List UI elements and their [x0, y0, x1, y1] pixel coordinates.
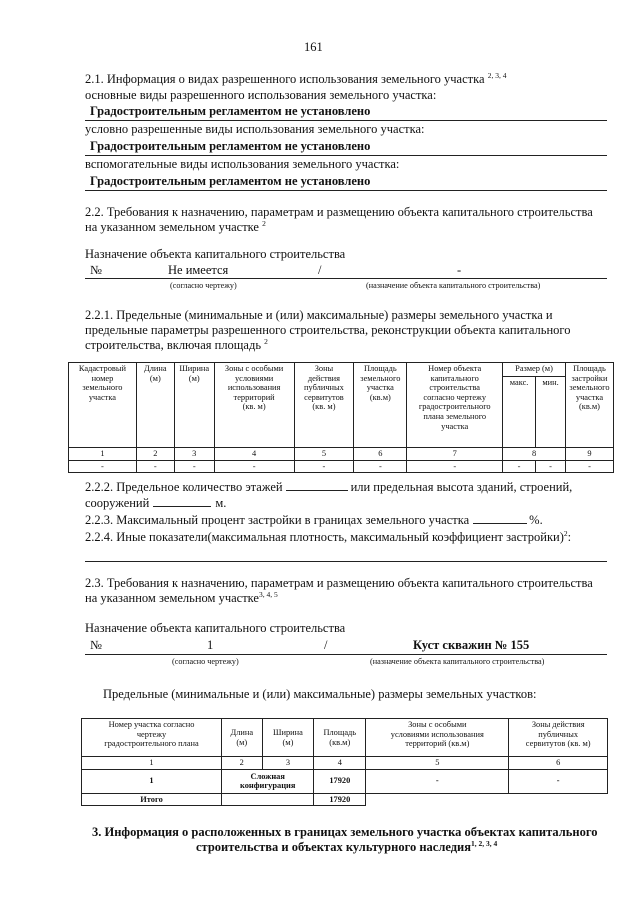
th-size-max: макс. [503, 377, 536, 448]
th2-servitude-l2: публичных [538, 729, 579, 739]
table2-num-cell: 1 [82, 757, 222, 770]
purpose2-caption-right: (назначение объекта капитального строительства) [370, 657, 545, 666]
total-area-cell: 17920 [314, 793, 366, 806]
table1-num-cell: 7 [407, 448, 503, 461]
plot-servitude-cell: - [509, 769, 608, 793]
table1-data-cell: - [174, 460, 214, 473]
th2-number-l3: градостроительного плана [104, 739, 199, 749]
th2-zones-l3: территорий (кв.м) [405, 739, 470, 749]
th-servitude-l5: (кв. м) [312, 402, 336, 412]
other-indicators-label: 2.2.4. Иные показатели(максимальная плотность, максимальный коэффициент застройки) [85, 530, 564, 544]
main-uses-underline [85, 120, 607, 121]
purpose2-label: Назначение объекта капитального строительства [85, 621, 346, 635]
section-2-2-title-line2-text: на указанном земельном участке [85, 220, 259, 234]
purpose2-slash: / [324, 638, 328, 652]
th-size: Размер (м) [503, 363, 566, 377]
table1-data-cell: - [294, 460, 354, 473]
auxiliary-uses-label: вспомогательные виды использования земельного участка: [85, 157, 400, 171]
section-2-2-1-line2: предельные параметры разрешенного строительства, реконструкции объекта капитального [85, 323, 571, 337]
th2-number-l1: Номер участка согласно [108, 720, 195, 729]
th2-number [82, 719, 222, 757]
th-zones-l1: Зоны с особыми [224, 364, 284, 373]
th-area-l2: земельного [360, 373, 401, 383]
table1-num-cell: 5 [294, 448, 354, 461]
th-cadastral-l4: участка [88, 392, 116, 402]
section-2-3-title-line1: 2.3. Требования к назначению, параметрам и размещению объекта капитального строительства [85, 576, 593, 590]
table1-data-cell: - [536, 460, 566, 473]
purpose-no-value: Не имеется [168, 263, 229, 277]
section-3-line2 [196, 840, 497, 855]
plot-config-cell: Сложная конфигурация [222, 769, 314, 793]
th-area-l4: (кв.м) [369, 392, 391, 402]
conditional-uses-value: Градостроительным регламентом не установлено [90, 139, 371, 153]
meters-unit: м. [215, 496, 227, 510]
purpose2-caption-left: (согласно чертежу) [172, 657, 239, 666]
height-blank [153, 496, 211, 507]
th-width-l2: (м) [188, 373, 200, 383]
table1-data-cell: - [136, 460, 174, 473]
plot-limits-table [81, 718, 608, 806]
structures-label: сооружений [85, 496, 150, 510]
floors-blank [286, 480, 348, 491]
th-servitude-l1: Зоны [314, 364, 334, 373]
th-zones-l2: условиями [234, 373, 274, 383]
table2-total-row [82, 793, 608, 806]
table1-num-cell: 9 [565, 448, 613, 461]
th-build-area-l4: участка [575, 392, 604, 402]
purpose-caption-left: (согласно чертежу) [170, 281, 237, 290]
th2-length-l1: Длина [230, 727, 254, 737]
th-area-l3: участка [366, 383, 394, 393]
table2-num-cell: 5 [366, 757, 509, 770]
th-object-number [407, 363, 503, 448]
main-uses-label: основные виды разрешенного использования земельного участка: [85, 88, 437, 102]
table1-data-cell: - [565, 460, 613, 473]
th-number-l6: плана земельного [423, 411, 487, 421]
th-width-l1: Ширина [179, 364, 210, 373]
table1-num-cell: 6 [354, 448, 407, 461]
limits-title: Предельные (минимальные и (или) максимальные) размеры земельных участков: [103, 687, 537, 701]
main-uses-value: Градостроительным регламентом не установлено [90, 104, 371, 118]
th2-area [314, 719, 366, 757]
table1-num-cell: 2 [136, 448, 174, 461]
table2-number-row [82, 757, 608, 770]
th2-width-l1: Ширина [273, 727, 303, 737]
th2-zones [366, 719, 509, 757]
table2-num-cell: 6 [509, 757, 608, 770]
purpose2-underline [85, 654, 607, 655]
section-2-2-1-line1: 2.2.1. Предельные (минимальные и (или) максимальные) размеры земельного участка и [85, 308, 553, 322]
th-cadastral-l1: Кадастровый [78, 364, 126, 373]
th2-servitude [509, 719, 608, 757]
table1-data-row [69, 460, 614, 473]
th-length [136, 363, 174, 448]
th2-length [222, 719, 262, 757]
section-2-2-title-sup: 2 [262, 218, 266, 228]
th2-length-l2: (м) [236, 737, 248, 747]
purpose2-no-mark: № [90, 638, 102, 652]
th-number-l3: строительства [429, 383, 481, 393]
purpose2-value: Куст скважин № 155 [413, 638, 530, 652]
table1-num-cell: 4 [214, 448, 294, 461]
table1-num-cell: 8 [503, 448, 566, 461]
purpose-value: - [457, 263, 462, 277]
table1-data-cell: - [214, 460, 294, 473]
section-3-line2-text: строительства и объектах культурного наследия [196, 840, 472, 854]
section-2-2-3 [85, 513, 543, 528]
th2-area-l1: Площадь [323, 727, 357, 737]
conditional-uses-label: условно разрешенные виды использования земельного участка: [85, 122, 425, 136]
floors-label: 2.2.2. Предельное количество этажей [85, 480, 283, 494]
purpose-slash: / [318, 263, 322, 277]
section-2-2-4 [85, 530, 571, 545]
section-2-3-title-line2-text: на указанном земельном участке [85, 591, 259, 605]
table1-num-cell: 3 [174, 448, 214, 461]
th-zones-l5: (кв. м) [242, 402, 266, 412]
section-2-1-title-sup: 2, 3, 4 [487, 70, 507, 80]
th2-zones-l2: условиями использования [390, 729, 484, 739]
th-width [174, 363, 214, 448]
th-zones [214, 363, 294, 448]
th-zones-l4: территорий [233, 392, 275, 402]
section-2-3-title-sup: 3, 4, 5 [258, 589, 278, 599]
page-number: 161 [304, 40, 323, 54]
th-length-l2: (м) [149, 373, 161, 383]
table1-data-cell: - [354, 460, 407, 473]
th-number-l1: Номер объекта [428, 364, 482, 373]
total-blank-cell [366, 793, 509, 806]
purpose-label: Назначение объекта капитального строительства [85, 247, 346, 261]
table2-num-cell: 4 [314, 757, 366, 770]
height-label: или предельная высота зданий, строений, [350, 480, 573, 494]
section-2-2-2-line1 [85, 480, 572, 495]
th-cadastral-l2: номер [91, 373, 114, 383]
th-servitude-l4: сервитутов [304, 392, 344, 402]
th-build-area [565, 363, 613, 448]
th-build-area-l5: (кв.м) [578, 402, 600, 412]
section-3-line1: 3. Информация о расположенных в границах земельного участка объектах капитального [92, 825, 598, 839]
th2-width-l2: (м) [282, 737, 294, 747]
percent-unit: %. [529, 513, 543, 527]
section-2-2-1-line3-text: строительства, включая площадь [85, 338, 262, 352]
th-number-l7: участка [441, 421, 469, 431]
th-area-l1: Площадь [364, 364, 397, 373]
th-number-l5: градостроительного [418, 402, 491, 412]
th2-width [262, 719, 314, 757]
table1-number-row [69, 448, 614, 461]
th-servitude [294, 363, 354, 448]
th-build-area-l1: Площадь [573, 364, 606, 373]
other-indicators-sup: 2 [563, 528, 568, 538]
th2-area-l2: (кв.м) [329, 737, 351, 747]
th-number-l4: согласно чертежу [423, 392, 487, 402]
percent-blank [473, 513, 527, 524]
plot-area-cell: 17920 [314, 769, 366, 793]
table1-data-cell: - [503, 460, 536, 473]
table1-data-cell: - [407, 460, 503, 473]
th-area [354, 363, 407, 448]
other-indicators-colon: : [567, 530, 572, 544]
purpose2-no-value: 1 [207, 638, 214, 652]
section-2-2-2-line2 [85, 496, 226, 511]
th-build-area-l3: земельного [569, 383, 610, 393]
section-2-2-title-line2 [85, 220, 266, 235]
conditional-uses-underline [85, 155, 607, 156]
th-build-area-l2: застройки [571, 373, 608, 383]
purpose-caption-right: (назначение объекта капитального строительства) [366, 281, 541, 290]
th-size-min: мин. [536, 377, 566, 448]
total-empty-cell [222, 793, 314, 806]
th2-servitude-l3: сервитутов (кв. м) [525, 739, 591, 749]
section-2-2-1-line3 [85, 338, 268, 353]
section-3-sup: 1, 2, 3, 4 [471, 838, 498, 848]
parameters-table [68, 362, 614, 473]
purpose-underline [85, 278, 607, 279]
th-servitude-l3: публичных [304, 383, 344, 393]
table1-num-cell: 1 [69, 448, 137, 461]
plot-number-cell: 1 [82, 769, 222, 793]
th2-number-l2: чертежу [136, 729, 167, 739]
th-cadastral [69, 363, 137, 448]
table1-data-cell: - [69, 460, 137, 473]
th-zones-l3: использования [227, 383, 281, 393]
section-2-1-title [85, 72, 506, 87]
table2-data-row [82, 769, 608, 793]
table2-num-cell: 2 [222, 757, 262, 770]
other-indicators-underline [85, 561, 607, 562]
section-2-1-title-text: 2.1. Информация о видах разрешенного использования земельного участка [85, 72, 485, 86]
max-percent-label: 2.2.3. Максимальный процент застройки в границах земельного участка [85, 513, 470, 527]
th-cadastral-l3: земельного [82, 383, 123, 393]
auxiliary-uses-underline [85, 190, 607, 191]
th-length-l1: Длина [144, 364, 167, 373]
total-label-cell: Итого [82, 793, 222, 806]
purpose-no-mark: № [90, 263, 102, 277]
total-blank-cell-2 [509, 793, 608, 806]
section-2-3-title-line2 [85, 591, 278, 606]
th-number-l2: капитального [430, 373, 479, 383]
section-2-2-title-line1: 2.2. Требования к назначению, параметрам и размещению объекта капитального строительства [85, 205, 593, 219]
th2-zones-l1: Зоны с особыми [408, 720, 467, 729]
th2-servitude-l1: Зоны действия [531, 720, 585, 729]
th-servitude-l2: действия [307, 373, 341, 383]
section-2-2-1-sup: 2 [264, 336, 268, 346]
table2-num-cell: 3 [262, 757, 314, 770]
auxiliary-uses-value: Градостроительным регламентом не установлено [90, 174, 371, 188]
plot-zones-cell: - [366, 769, 509, 793]
